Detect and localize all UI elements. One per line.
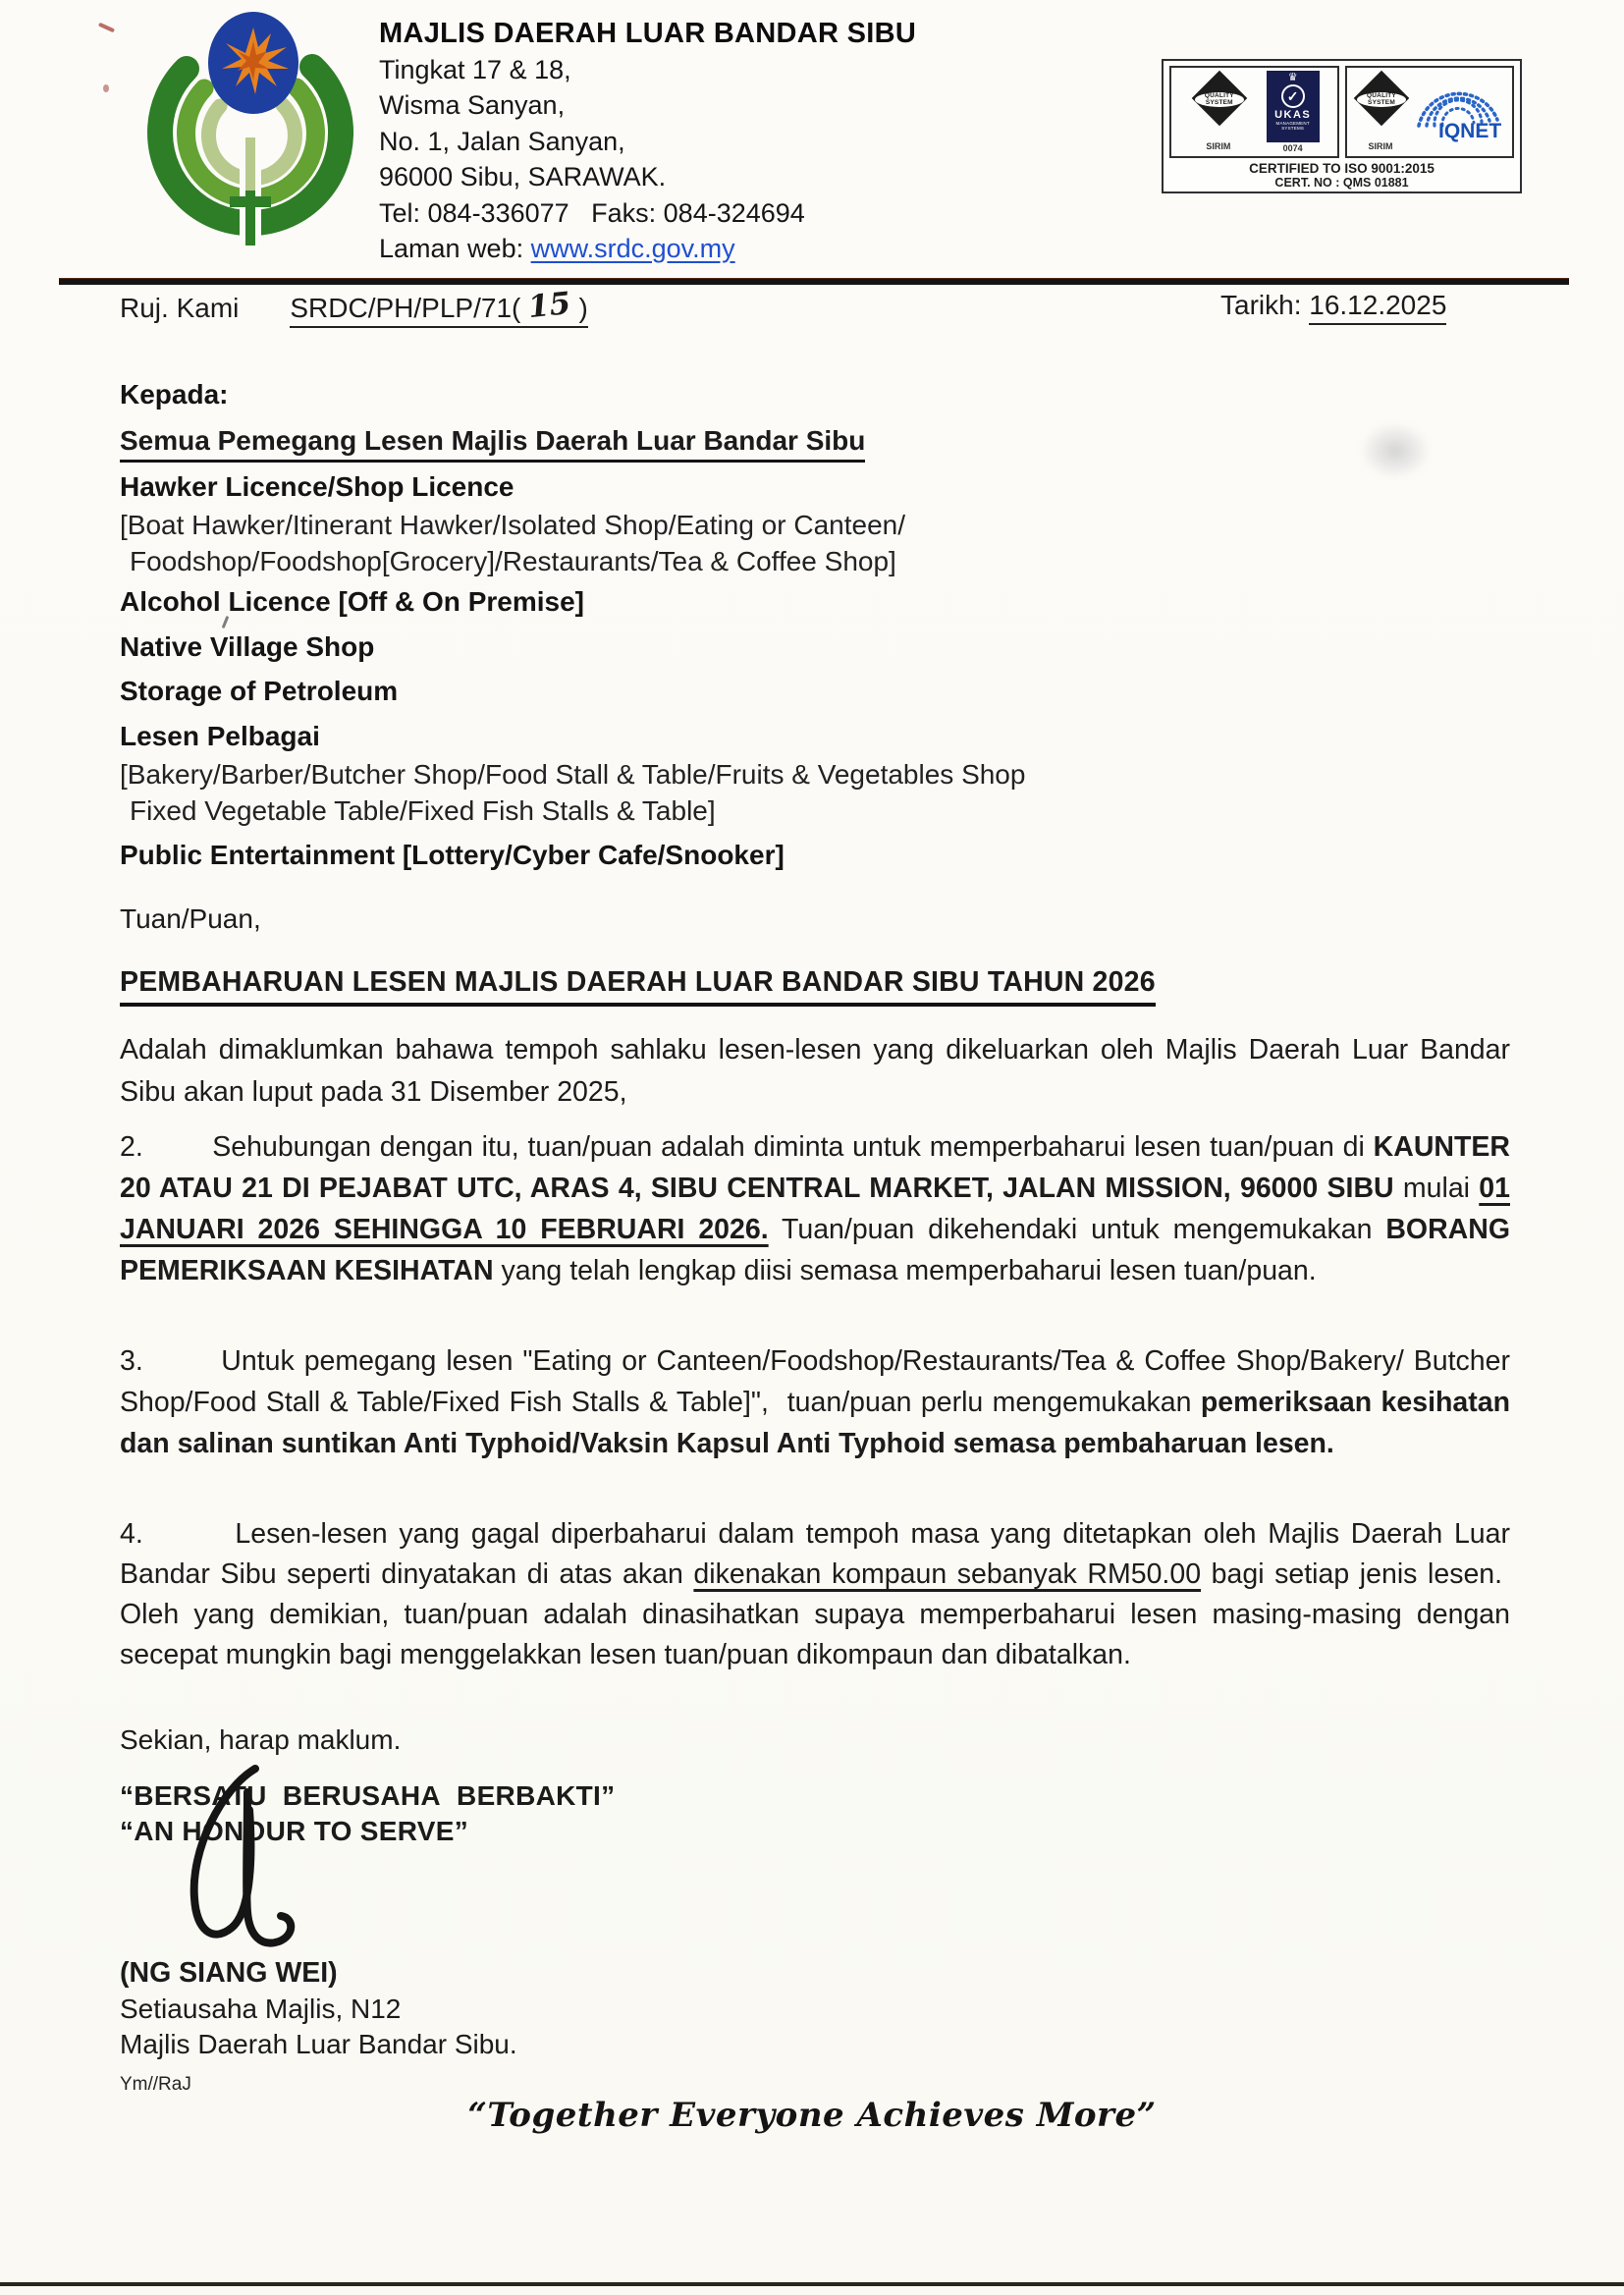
web-line	[379, 231, 916, 267]
motto-english: “AN HONOUR TO SERVE”	[120, 1816, 469, 1846]
signatory-title: Setiausaha Majlis, N12	[120, 1994, 402, 2024]
certification-box	[1162, 59, 1522, 193]
salutation: Tuan/Puan,	[120, 903, 261, 934]
certification-text: CERTIFIED TO ISO 9001:2015 CERT. NO : QMS 01881	[1249, 161, 1435, 190]
subject-line: PEMBAHARUAN LESEN MAJLIS DAERAH LUAR BANDAR SIBU TAHUN 2026	[120, 966, 1156, 1007]
check-icon: ✓	[1281, 84, 1305, 108]
page-bottom-edge	[0, 2282, 1624, 2286]
ref-code: SRDC/PH/PLP/71( 15 )	[290, 293, 587, 328]
paragraph-4: 4. Lesen-lesen yang gagal diperbaharui dalam tempoh masa yang ditetapkan oleh Majlis Daerah Luar Bandar Sibu seperti dinyatakan di atas akan dikenakan kompaun sebanyak RM50.00 bagi setiap jenis lesen. Oleh yang demikian, tuan/puan adalah dinasihatkan supaya memperbaharui lesen masing-masing dengan secepat mungkin bagi menggelakkan lesen tuan/puan dikompaun dan dibatalkan.	[120, 1518, 1510, 1670]
paragraph-2: 2. Sehubungan dengan itu, tuan/puan adalah diminta untuk memperbaharui lesen tuan/puan di KAUNTER 20 ATAU 21 DI PEJABAT UTC, ARAS 4, SIBU CENTRAL MARKET, JALAN MISSION, 96000 SIBU mulai 01 JANUARI 2026 SEHINGGA 10 FEBRUARI 2026. Tuan/puan dikehendaki untuk mengemukakan BORANG PEMERIKSAAN KESIHATAN yang telah lengkap diisi semasa memperbaharui lesen tuan/puan.	[120, 1131, 1510, 1286]
sirim-ukas-cell	[1169, 66, 1339, 158]
licence-heading: Hawker Licence/Shop Licence	[120, 471, 514, 502]
sirim-iqnet-cell	[1345, 66, 1515, 158]
signature	[161, 1763, 308, 1969]
kepada-label: Kepada:	[120, 379, 229, 410]
scan-mark	[103, 84, 109, 92]
council-logo-icon	[143, 12, 353, 255]
signatory-org: Majlis Daerah Luar Bandar Sibu.	[120, 2029, 517, 2059]
sirim-quality-icon	[1188, 71, 1249, 153]
crown-icon: ♛	[1287, 72, 1298, 83]
tel-fax-line: Tel: 084-336077 Faks: 084-324694	[379, 197, 805, 228]
system-label: SYSTEM	[1205, 98, 1233, 106]
date-line	[1220, 290, 1446, 321]
licence-heading: Lesen Pelbagai	[120, 721, 320, 751]
svg-text:IQNET: IQNET	[1437, 120, 1501, 142]
licence-heading: Public Entertainment [Lottery/Cyber Cafe/Snooker]	[120, 840, 785, 870]
ref-label: Ruj. Kami	[120, 293, 240, 323]
licence-heading: Storage of Petroleum	[120, 676, 399, 706]
letterhead	[379, 16, 916, 267]
handwritten-number: 15	[526, 285, 573, 326]
address-line: Wisma Sanyan,	[379, 90, 566, 120]
reference-line	[120, 285, 588, 326]
licence-detail: [Boat Hawker/Itinerant Hawker/Isolated Shop/Eating or Canteen/ Foodshop/Foodshop[Grocery]/Restaurants/Tea & Coffee Shop]	[120, 510, 905, 576]
quality-label: QUALITY	[1204, 92, 1234, 99]
date-label: Tarikh:	[1220, 290, 1310, 320]
paragraph-3: 3. Untuk pemegang lesen "Eating or Canteen/Foodshop/Restaurants/Tea & Coffee Shop/Bakery/ Butcher Shop/Food Stall & Table/Fixed Fish Stalls & Table]", tuan/puan perlu mengemukakan pemeriksaan kesihatan dan salinan suntikan Anti Typhoid/Vaksin Kapsul Anti Typhoid semasa pembaharuan lesen.	[120, 1345, 1510, 1459]
motto-malay: “BERSATU BERUSAHA BERBAKTI”	[120, 1780, 616, 1811]
addressee: Semua Pemegang Lesen Majlis Daerah Luar Bandar Sibu	[120, 425, 865, 463]
date-value: 16.12.2025	[1309, 290, 1446, 325]
address-line: Tingkat 17 & 18,	[379, 54, 571, 84]
licence-detail: [Bakery/Barber/Butcher Shop/Food Stall & Table/Fruits & Vegetables Shop Fixed Vegetable Table/Fixed Fish Stalls & Table]	[120, 759, 1026, 826]
footer-motto: “Together Everyone Achieves More”	[467, 2096, 1157, 2135]
ukas-icon: ♛ ✓ UKAS MANAGEMENT SYSTEMS 0074	[1266, 71, 1321, 153]
paragraph-1: Adalah dimaklumkan bahawa tempoh sahlaku lesen-lesen yang dikeluarkan oleh Majlis Daerah Luar Bandar Sibu akan luput pada 31 Disember 2025,	[120, 1034, 1510, 1108]
signatory-name: (NG SIANG WEI)	[120, 1957, 338, 1989]
website-link[interactable]: www.srdc.gov.my	[530, 234, 735, 263]
address-line: 96000 Sibu, SARAWAK.	[379, 162, 667, 191]
closing: Sekian, harap maklum.	[120, 1724, 402, 1755]
typist-initials: Ym//RaJ	[120, 2074, 191, 2095]
sirim-quality-icon: QUALITY SYSTEM SIRIM	[1350, 71, 1411, 153]
sirim-label: SIRIM	[1206, 141, 1231, 151]
iqnet-icon	[1415, 81, 1509, 143]
licence-heading: Alcohol Licence [Off & On Premise]	[120, 586, 584, 617]
address-line: No. 1, Jalan Sanyan,	[379, 126, 625, 156]
scan-mark	[98, 23, 115, 33]
licence-heading: Native Village Shop	[120, 631, 375, 662]
web-label: Laman web:	[379, 234, 531, 263]
ukas-number: 0074	[1282, 143, 1303, 153]
header-divider	[59, 278, 1569, 285]
org-name: MAJLIS DAERAH LUAR BANDAR SIBU	[379, 18, 917, 49]
